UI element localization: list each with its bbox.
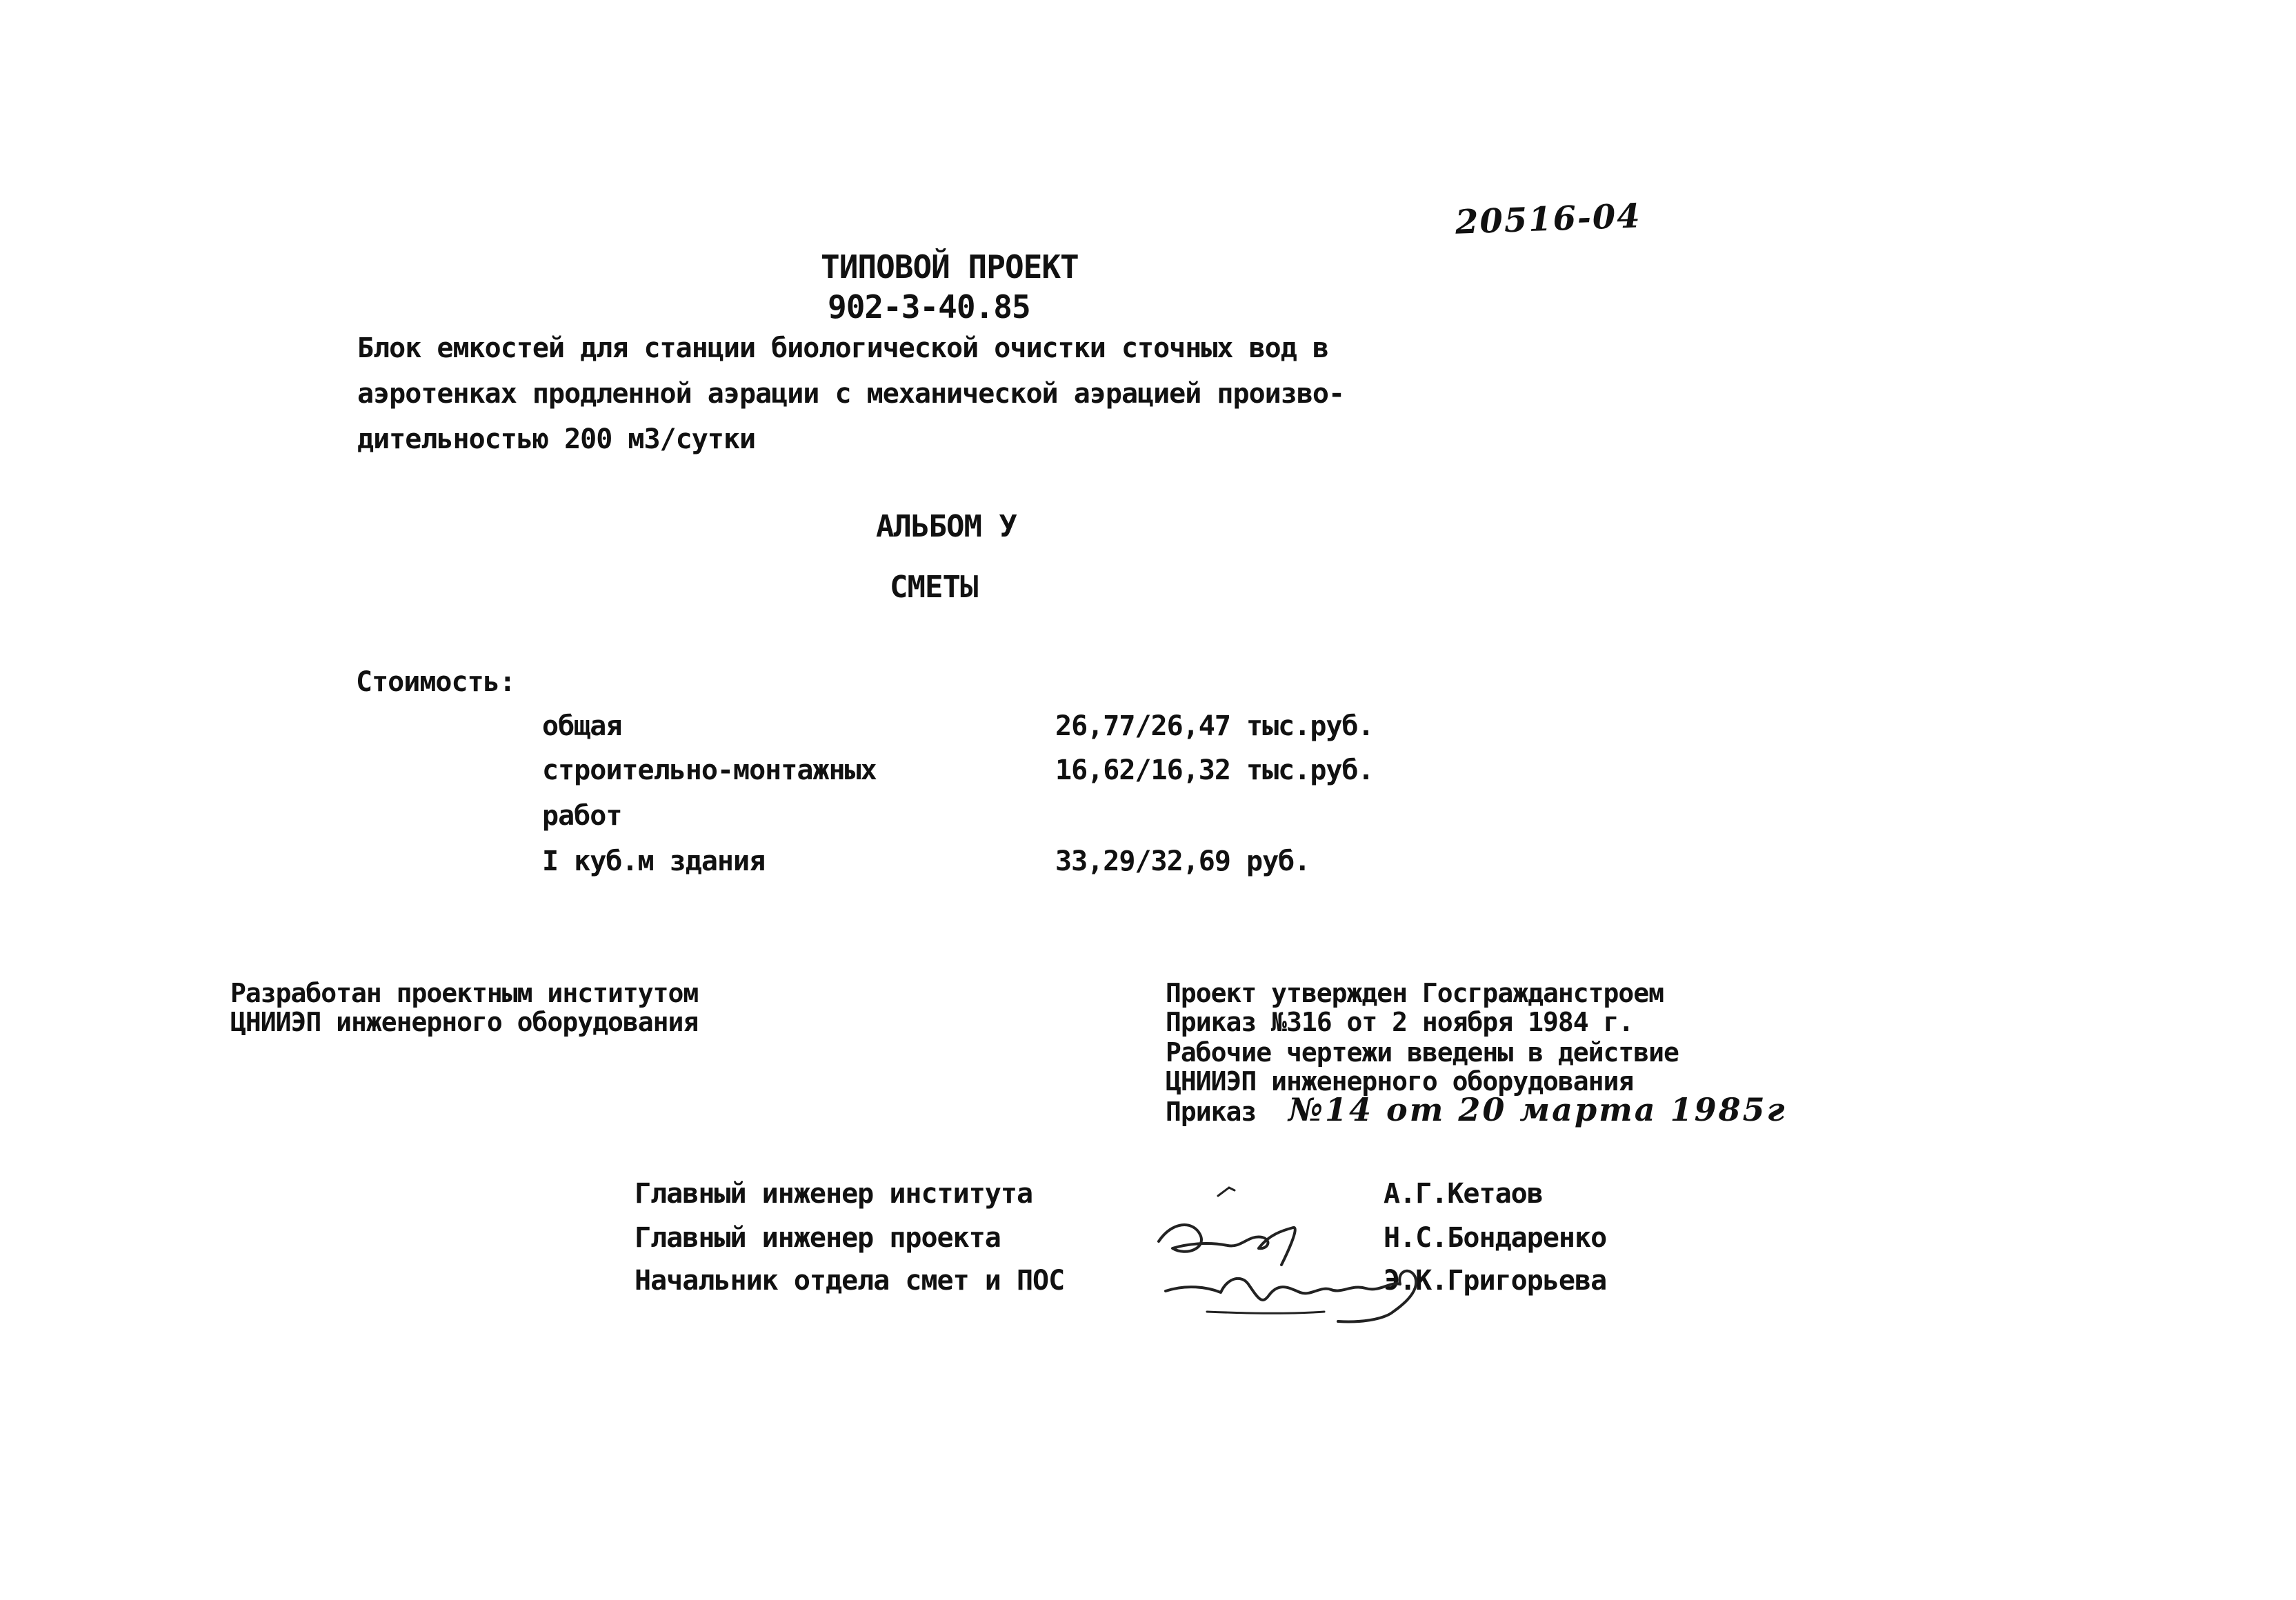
approval-line-2: Приказ №316 от 2 ноября 1984 г. [1166,1007,1634,1037]
approval-order-handwritten: №14 от 20 марта 1985г [1288,1091,1787,1128]
approval-order-prefix: Приказ [1166,1097,1257,1127]
cost-row-value-per-cubic-meter: 33,29/32,69 руб. [1055,846,1310,877]
album-subtitle: СМЕТЫ [890,570,978,605]
signature-name-chief-engineer-institute: А.Г.Кетаов [1384,1178,1543,1210]
developer-line-1: Разработан проектным институтом [230,978,699,1008]
signature-mark-head-of-estimates [1159,1257,1476,1332]
approval-line-1: Проект утвержден Госгражданстроем [1166,978,1664,1008]
project-number: 902-3-40.85 [828,288,1030,326]
project-description-line-2: аэротенках продленной аэрации с механической аэрацией произво- [357,378,1345,410]
cost-row-label-per-cubic-meter: I куб.м здания [542,846,766,877]
signature-role-chief-engineer-institute: Главный инженер института [635,1178,1033,1210]
cost-row-label-construction: строительно-монтажных [542,754,877,786]
signature-mark-institute [1214,1181,1241,1201]
developer-line-2: ЦНИИЭП инженерного оборудования [230,1007,699,1037]
document-title: ТИПОВОЙ ПРОЕКТ [821,248,1079,286]
signature-name-chief-engineer-project: Н.С.Бондаренко [1384,1222,1607,1254]
signature-role-head-of-estimates: Начальник отдела смет и ПОС [635,1265,1065,1297]
archive-number: 20516-04 [1455,197,1642,242]
cost-row-value-construction: 16,62/16,32 тыс.руб. [1055,754,1374,786]
approval-line-4: ЦНИИЭП инженерного оборудования [1166,1066,1634,1097]
project-description-line-1: Блок емкостей для станции биологической очистки сточных вод в [357,332,1329,364]
cost-row-label-works: работ [542,800,622,832]
approval-line-3: Рабочие чертежи введены в действие [1166,1037,1679,1068]
album-label: АЛЬБОМ У [876,509,1017,544]
project-description-line-3: дительностью 200 м3/сутки [357,423,756,455]
signature-name-head-of-estimates: Э.К.Григорьева [1384,1265,1607,1297]
cost-row-value-total: 26,77/26,47 тыс.руб. [1055,710,1374,742]
signature-role-chief-engineer-project: Главный инженер проекта [635,1222,1001,1254]
cost-row-label-total: общая [542,710,622,742]
cost-heading: Стоимость: [356,666,515,698]
